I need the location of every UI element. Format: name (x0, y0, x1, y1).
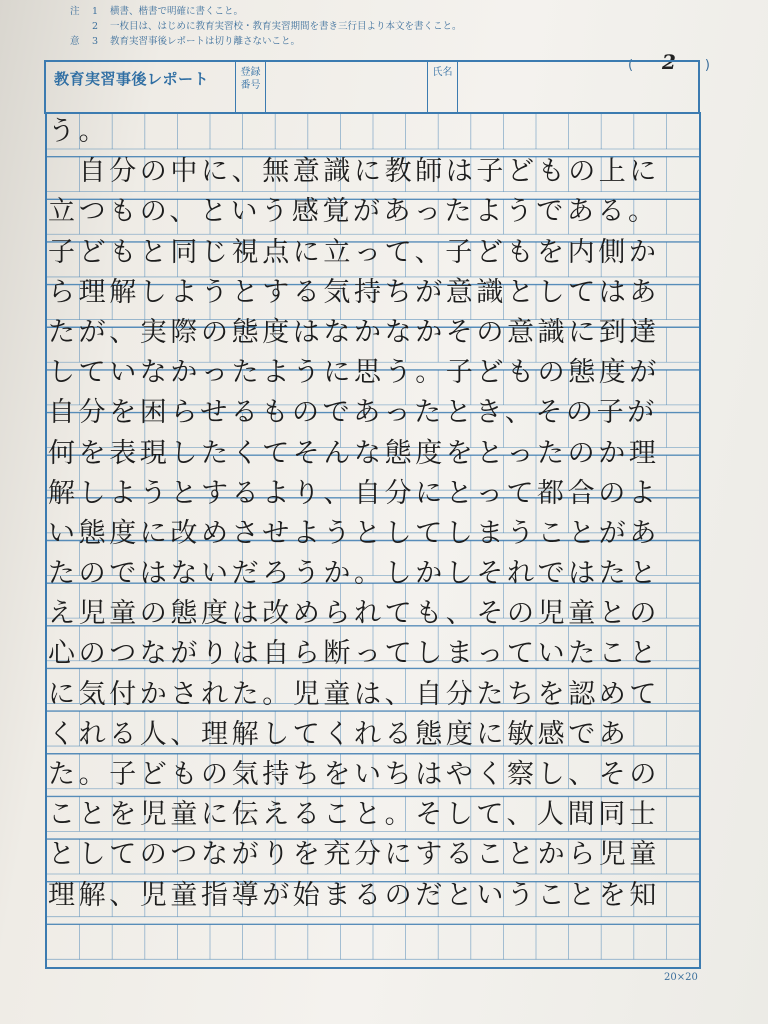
text-line: え児童の態度は改められても、その児童との (48, 598, 660, 630)
text-line: う。 (48, 116, 110, 147)
text-line: くれる人、理解してくれる態度に敏感であ (48, 718, 630, 750)
page-number-close: ) (704, 57, 710, 73)
page-number-value: 2 (662, 50, 676, 74)
registration-number-field[interactable] (266, 62, 428, 112)
text-line: た。子どもの気持ちをいちはやく察し、その (48, 759, 660, 790)
text-line: に気付かされた。児童は、自分たちを認めて (48, 678, 660, 710)
note-item (70, 19, 710, 34)
report-header (44, 57, 700, 114)
note-label: 意 (70, 36, 80, 47)
text-line: 何を表現したくてそんな態度をとったのか理 (48, 437, 660, 469)
name-label (428, 62, 458, 112)
note-label (70, 19, 92, 34)
text-line: としてのつながりを充分にすることから児童 (48, 839, 660, 871)
note-number: 2 (92, 21, 99, 32)
text-line: い態度に改めさせようとしてしまうことがあ (48, 517, 660, 549)
note-text: 横書、楷書で明確に書くこと。 (110, 6, 244, 17)
note-label: 注 (70, 6, 80, 17)
text-line: 解しようとするより、自分にとって都合のよ (48, 477, 660, 509)
note-text: 一枚目は、はじめに教育実習校・教育実習期間を書き三行目より本文を書くこと。 (110, 21, 462, 32)
text-line: 理解、児童指導が始まるのだということを知 (48, 879, 660, 911)
instructions-notes (70, 4, 710, 49)
text-line: ことを児童に伝えること。そして、人間同士 (48, 799, 660, 831)
text-line: たが、実際の態度はなかなかその意識に到達 (48, 316, 660, 348)
text-line: たのではないだろうか。しかしそれではたと (48, 558, 660, 590)
note-item (70, 34, 710, 49)
note-number: 3 (92, 36, 99, 47)
name-label-text: 氏名 (432, 67, 453, 78)
grid-size-code: 20×20 (664, 972, 698, 983)
note-item (70, 4, 710, 19)
page-number-open: ( (628, 57, 634, 73)
text-line: 立つもの、という感覚があったようである。 (48, 196, 659, 228)
text-line: 自分を困らせるものであったとき、その子が (48, 397, 658, 429)
name-field[interactable] (458, 62, 698, 112)
text-line: 子どもと同じ視点に立って、子どもを内側か (48, 236, 660, 268)
report-body (48, 112, 708, 916)
text-line: 心のつながりは自ら断ってしまっていたこと (48, 638, 660, 670)
note-text: 教育実習事後レポートは切り離さないこと。 (110, 36, 301, 47)
registration-number-label (236, 62, 266, 112)
registration-number-label-text: 登録番号 (240, 67, 261, 91)
note-number: 1 (92, 6, 99, 17)
text-line: ら理解しようとする気持ちが意識としてはあ (48, 276, 660, 308)
text-line: 自分の中に、無意識に教師は子どもの上に (48, 156, 660, 188)
text-line: していなかったように思う。子どもの態度が (48, 357, 660, 389)
report-title: 教育実習事後レポート (46, 62, 236, 112)
